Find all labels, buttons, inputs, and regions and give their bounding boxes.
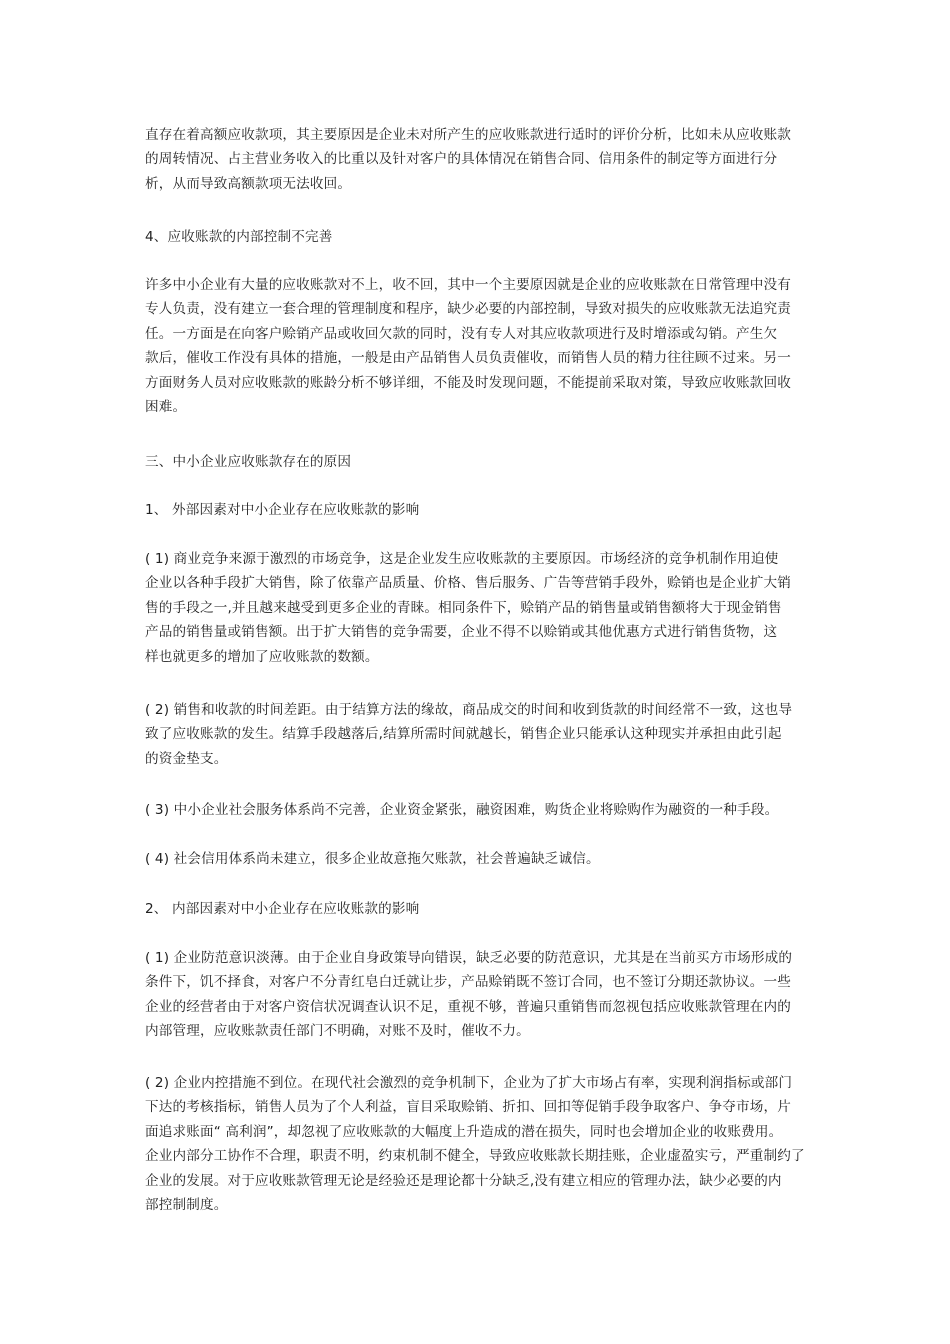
text-line: 条件下，饥不择食，对客户不分青红皂白迁就让步，产品赊销既不签订合同，也不签订分期还款协议。一些: [145, 974, 791, 991]
text-line: ( 2) 企业内控措施不到位。在现代社会激烈的竞争机制下，企业为了扩大市场占有率，实现利润指标或部门: [145, 1075, 793, 1091]
text-line: 产品的销售量或销售额。出于扩大销售的竞争需要，企业不得不以赊销或其他优惠方式进行销售货物，这: [145, 624, 778, 641]
text-line: 方面财务人员对应收账款的账龄分析不够详细，不能及时发现问题，不能提前采取对策，导致应收账款回收: [145, 374, 791, 391]
heading-internal-factors: 2、 内部因素对中小企业存在应收账款的影响: [145, 901, 420, 917]
text-line: 部控制制度。: [145, 1196, 228, 1213]
text-line: ( 3) 中小企业社会服务体系尚不完善，企业资金紧张，融资困难，购货企业将赊购作为融资的一种手段。: [145, 802, 779, 818]
text-line: 企业的经营者由于对客户资信状况调查认识不足，重视不够，普遍只重销售而忽视包括应收账款管理在内的: [145, 998, 791, 1015]
text-line: 直存在着高额应收款项，其主要原因是企业未对所产生的应收账款进行适时的评价分析，比如未从应收账款: [145, 127, 791, 143]
text-line: 企业内部分工协作不合理，职责不明，约束机制不健全，导致应收账款长期挂账，企业虚盈实亏，严重制约了: [145, 1148, 805, 1165]
text-line: 样也就更多的增加了应收账款的数额。: [145, 648, 379, 665]
text-line: 致了应收账款的发生。结算手段越落后,结算所需时间就越长，销售企业只能承认这种现实并承担由此引起: [145, 726, 782, 743]
paragraph-internal-control: [145, 273, 813, 419]
text-line: 许多中小企业有大量的应收账款对不上，收不回，其中一个主要原因就是企业的应收账款在日常管理中没有: [145, 277, 791, 293]
text-line: ( 4) 社会信用体系尚未建立，很多企业故意拖欠账款，社会普遍缺乏诚信。: [145, 851, 600, 867]
paragraph-external-2: [145, 698, 813, 771]
paragraph-internal-2: [145, 1071, 813, 1217]
text-line: ( 1) 商业竞争来源于激烈的市场竞争，这是企业发生应收账款的主要原因。市场经济的竞争机制作用迫使: [145, 551, 779, 567]
text-line: 面追求账面“ 高利润”，却忽视了应收账款的大幅度上升造成的潜在损失，同时也会增加企业的收账费用。: [145, 1123, 783, 1140]
text-line: ( 1) 企业防范意识淡薄。由于企业自身政策导向错误，缺乏必要的防范意识，尤其是在当前买方市场形成的: [145, 950, 793, 966]
paragraph-external-3: [145, 798, 813, 822]
paragraph-internal-1: [145, 946, 813, 1044]
text-line: 任。一方面是在向客户赊销产品或收回欠款的同时，没有专人对其应收款项进行及时增添或勾销。产生欠: [145, 325, 778, 342]
text-line: 款后，催收工作没有具体的措施，一般是由产品销售人员负责催收，而销售人员的精力往往顾不过来。另一: [145, 350, 791, 367]
text-line: 专人负责，没有建立一套合理的管理制度和程序，缺少必要的内部控制，导致对损失的应收账款无法追究责: [145, 301, 791, 318]
text-line: 的周转情况、占主营业务收入的比重以及针对客户的具体情况在销售合同、信用条件的制定等方面进行分: [145, 151, 778, 168]
text-line: ( 2) 销售和收款的时间差距。由于结算方法的缘故，商品成交的时间和收到货款的时间经常不一致，这也导: [145, 702, 793, 718]
text-line: 内部管理，应收账款责任部门不明确，对账不及时，催收不力。: [145, 1023, 530, 1040]
text-line: 企业以各种手段扩大销售，除了依靠产品质量、价格、售后服务、广告等营销手段外，赊销也是企业扩大销: [145, 575, 791, 592]
paragraph-external-4: [145, 847, 813, 871]
paragraph-external-1: [145, 547, 813, 669]
text-line: 困难。: [145, 398, 187, 415]
heading-internal-control: 4、应收账款的内部控制不完善: [145, 229, 333, 245]
heading-section-three: 三、中小企业应收账款存在的原因: [145, 454, 352, 470]
text-line: 的资金垫支。: [145, 750, 228, 767]
heading-external-factors: 1、 外部因素对中小企业存在应收账款的影响: [145, 502, 420, 518]
text-line: 售的手段之一,并且越来越受到更多企业的青睐。相同条件下，赊销产品的销售量或销售额将大于现金销售: [145, 599, 782, 616]
text-line: 析，从而导致高额款项无法收回。: [145, 175, 352, 192]
paragraph-intro: [145, 123, 813, 196]
text-line: 下达的考核指标，销售人员为了个人利益，盲目采取赊销、折扣、回扣等促销手段争取客户、争夺市场，片: [145, 1099, 791, 1116]
text-line: 企业的发展。对于应收账款管理无论是经验还是理论都十分缺乏,没有建立相应的管理办法，缺少必要的内: [145, 1172, 782, 1189]
